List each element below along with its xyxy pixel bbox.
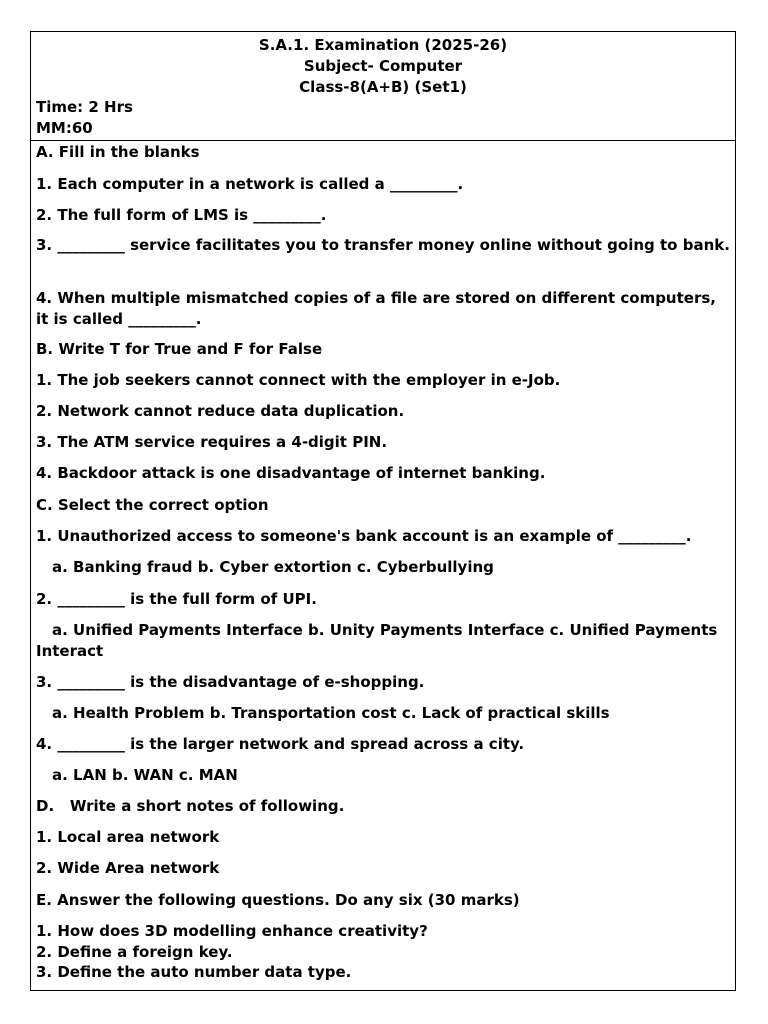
section-c-options-1: a. Banking fraud b. Cyber extortion c. Cyberbullying — [52, 558, 494, 576]
section-a-question-3: 3. _________ service facilitates you to transfer money online without going to bank. — [36, 236, 730, 254]
section-a-question-4: 4. When multiple mismatched copies of a file are stored on different computers, it is called _________. — [36, 289, 716, 328]
section-d-heading: D. Write a short notes of following. — [36, 797, 345, 815]
section-e-heading: E. Answer the following questions. Do any six (30 marks) — [36, 891, 520, 909]
section-b-heading: B. Write T for True and F for False — [36, 340, 323, 358]
section-c-options-2: a. Unified Payments Interface b. Unity Payments Interface c. Unified Payments Interact — [36, 621, 718, 660]
maximum-marks: MM:60 — [36, 119, 93, 137]
time-allowed: Time: 2 Hrs — [36, 98, 133, 116]
section-e-question-3: 3. Define the auto number data type. — [36, 963, 352, 981]
section-a-heading: A. Fill in the blanks — [36, 143, 200, 161]
section-e-question-2: 2. Define a foreign key. — [36, 943, 233, 961]
section-a-question-1: 1. Each computer in a network is called a _________. — [36, 175, 464, 193]
section-c-options-3: a. Health Problem b. Transportation cost c. Lack of practical skills — [52, 704, 610, 722]
section-b-question-2: 2. Network cannot reduce data duplication. — [36, 402, 405, 420]
section-d-question-2: 2. Wide Area network — [36, 859, 220, 877]
section-c-options-4: a. LAN b. WAN c. MAN — [52, 766, 238, 784]
section-a-question-2: 2. The full form of LMS is _________. — [36, 206, 327, 224]
class-title: Class-8(A+B) (Set1) — [299, 78, 467, 96]
section-c-question-3: 3. _________ is the disadvantage of e-shopping. — [36, 673, 425, 691]
section-c-heading: C. Select the correct option — [36, 496, 269, 514]
exam-title: S.A.1. Examination (2025-26) — [258, 36, 508, 54]
section-c-question-4: 4. _________ is the larger network and spread across a city. — [36, 735, 525, 753]
section-b-question-1: 1. The job seekers cannot connect with the employer in e-Job. — [36, 371, 561, 389]
section-e-question-1: 1. How does 3D modelling enhance creativity? — [36, 922, 428, 940]
section-c-question-2: 2. _________ is the full form of UPI. — [36, 590, 317, 608]
section-c-question-1: 1. Unauthorized access to someone's bank account is an example of _________. — [36, 527, 692, 545]
section-b-question-4: 4. Backdoor attack is one disadvantage of internet banking. — [36, 464, 546, 482]
section-d-question-1: 1. Local area network — [36, 828, 220, 846]
section-b-question-3: 3. The ATM service requires a 4-digit PIN. — [36, 433, 388, 451]
subject-title: Subject- Computer — [303, 57, 463, 75]
header-divider — [31, 140, 735, 141]
